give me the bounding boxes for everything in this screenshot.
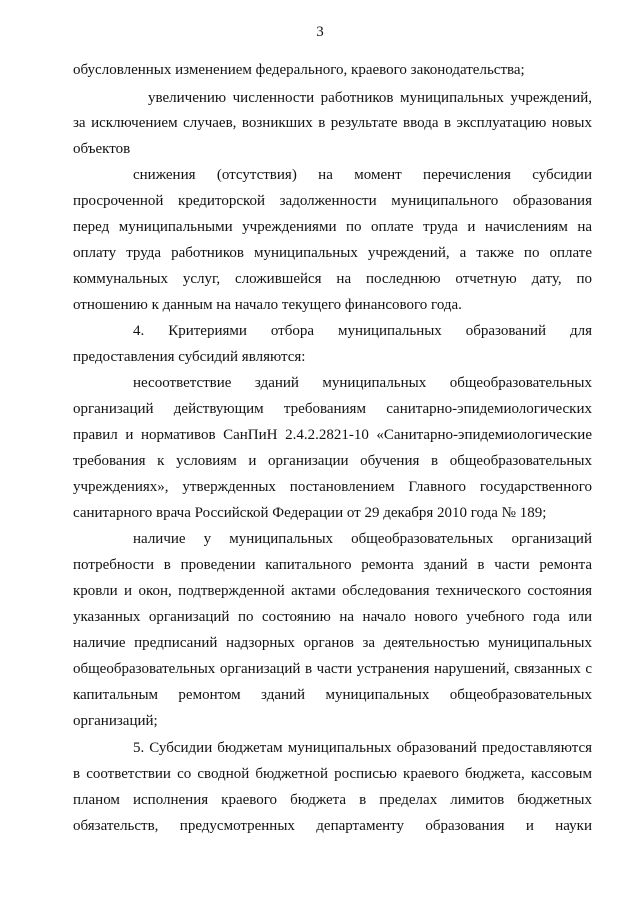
text-line: несоответствие зданий муниципальных общеобразовательных bbox=[133, 375, 592, 391]
text-line: организаций; bbox=[73, 713, 158, 729]
page-number: 3 bbox=[316, 24, 324, 40]
text-line: снижения (отсутствия) на момент перечисления субсидии bbox=[133, 167, 592, 183]
text-line: капитальным ремонтом зданий муниципальных общеобразовательных bbox=[73, 687, 592, 703]
text-line: обусловленных изменением федерального, краевого законодательства; bbox=[73, 62, 525, 78]
text-line: учреждениях», утвержденных постановлением Главного государственного bbox=[73, 479, 592, 495]
text-line: оплату труда работников муниципальных учреждений, а также по оплате bbox=[73, 245, 592, 261]
text-line: потребности в проведении капитального ремонта зданий в части ремонта bbox=[73, 557, 592, 573]
text-line: отношению к данным на начало текущего финансового года. bbox=[73, 297, 462, 313]
text-line: предоставления субсидий являются: bbox=[73, 349, 306, 365]
text-line: планом исполнения краевого бюджета в пределах лимитов бюджетных bbox=[73, 792, 592, 808]
text-line: в соответствии со сводной бюджетной росписью краевого бюджета, кассовым bbox=[73, 766, 592, 782]
text-line: общеобразовательных организаций в части устранения нарушений, связанных с bbox=[73, 661, 592, 677]
text-line: объектов bbox=[73, 141, 131, 157]
text-line: организаций действующим требованиям санитарно-эпидемиологических bbox=[73, 401, 592, 417]
text-line: наличие у муниципальных общеобразовательных организаций bbox=[133, 531, 592, 547]
text-line: указанных организаций по состоянию на начало нового учебного года или bbox=[73, 609, 592, 625]
text-line: правил и нормативов СанПиН 2.4.2.2821-10 «Санитарно-эпидемиологические bbox=[73, 427, 592, 443]
text-line: коммунальных услуг, сложившейся на последнюю отчетную дату, по bbox=[73, 271, 592, 287]
text-line: требования к условиям и организации обучения в общеобразовательных bbox=[73, 453, 592, 469]
text-line: увеличению численности работников муниципальных учреждений, bbox=[148, 90, 592, 106]
text-line: 4. Критериями отбора муниципальных образований для bbox=[133, 323, 592, 339]
text-line: санитарного врача Российской Федерации от 29 декабря 2010 года № 189; bbox=[73, 505, 547, 521]
text-line: обязательств, предусмотренных департаменту образования и науки bbox=[73, 818, 592, 834]
text-line: наличие предписаний надзорных органов за деятельностью муниципальных bbox=[73, 635, 592, 651]
text-line: за исключением случаев, возникших в результате ввода в эксплуатацию новых bbox=[73, 115, 592, 131]
text-line: 5. Субсидии бюджетам муниципальных образований предоставляются bbox=[133, 740, 592, 756]
text-line: перед муниципальными учреждениями по оплате труда и начислениям на bbox=[73, 219, 592, 235]
text-line: просроченной кредиторской задолженности муниципального образования bbox=[73, 193, 592, 209]
text-line: кровли и окон, подтвержденной актами обследования технического состояния bbox=[73, 583, 592, 599]
